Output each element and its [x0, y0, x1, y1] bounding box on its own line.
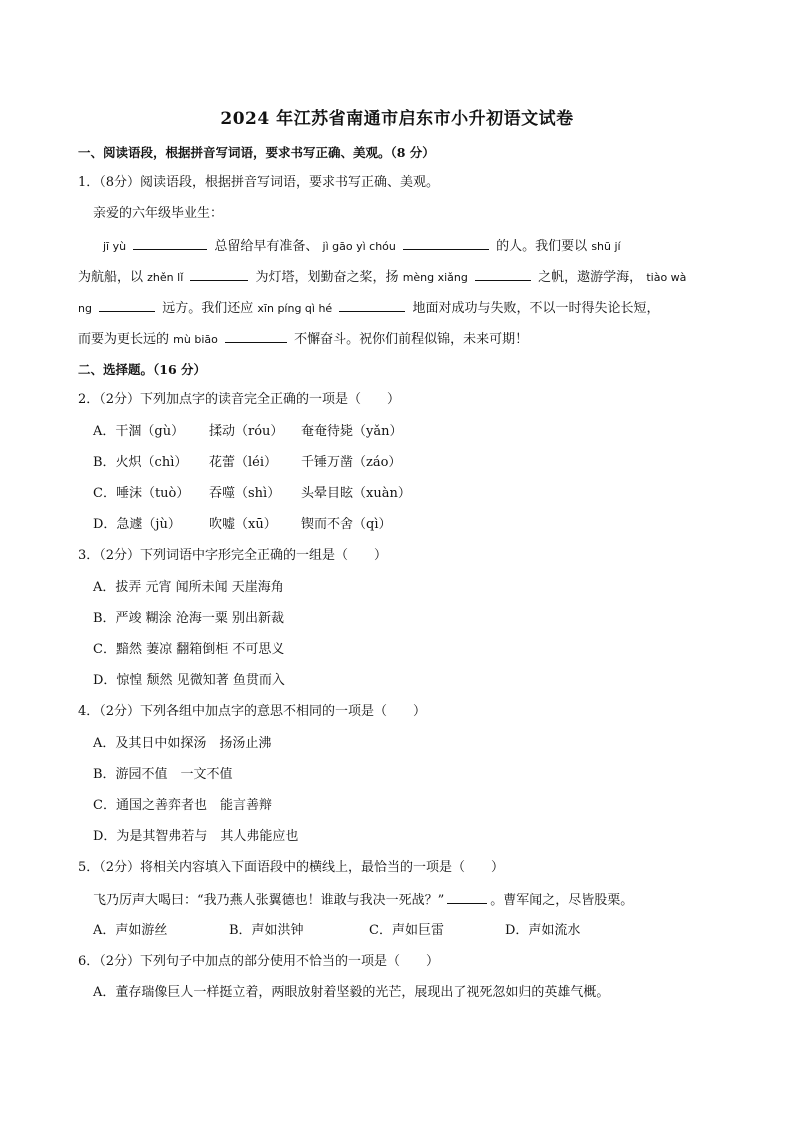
- answer-blank[interactable]: [339, 297, 405, 312]
- option-part: C．唾沫（tuò）: [93, 486, 190, 501]
- pinyin: zhěn lǐ: [147, 271, 184, 284]
- q1-salutation: 亲爱的六年级毕业生：: [93, 206, 224, 221]
- q5-option-b[interactable]: B．声如洪钟: [229, 923, 304, 938]
- answer-blank[interactable]: [190, 266, 248, 281]
- q5-option-a[interactable]: A．声如游丝: [93, 923, 168, 938]
- text: 总留给早有准备、: [214, 239, 319, 254]
- section-1-heading: 一、阅读语段，根据拼音写词语，要求书写正确、美观。（8 分）: [78, 145, 435, 160]
- text: 为灯塔，划勤奋之桨，扬: [255, 270, 399, 285]
- q1-line-1: [103, 235, 753, 255]
- option-part: 揉动（róu）: [209, 424, 284, 439]
- q1-stem: 1．（8分）阅读语段，根据拼音写词语，要求书写正确、美观。: [78, 175, 440, 190]
- option-part: 头晕目眩（xuàn）: [301, 486, 411, 501]
- text: 之帆，遨游学海，: [538, 270, 643, 285]
- option-part: A．干涸（gù）: [93, 424, 185, 439]
- q5-option-c[interactable]: C．声如巨雷: [369, 923, 444, 938]
- answer-blank[interactable]: [99, 297, 155, 312]
- q6-stem: 6．（2分）下列句子中加点的部分使用不恰当的一项是（ ）: [78, 954, 440, 969]
- q1-line-3: [78, 297, 728, 317]
- pinyin: jī yù: [103, 240, 127, 253]
- passage-text: 飞乃厉声大喝曰：“我乃燕人张翼德也！谁敢与我决一死战？”: [93, 893, 445, 908]
- q6-option-a[interactable]: A．董存瑞像巨人一样挺立着，两眼放射着坚毅的光芒，展现出了视死忽如归的英雄气概。: [93, 985, 610, 1000]
- answer-blank[interactable]: [403, 235, 489, 250]
- pinyin: ng: [78, 302, 92, 315]
- q2-stem: 2．（2分）下列加点字的读音完全正确的一项是（ ）: [78, 392, 401, 407]
- q2-option-d[interactable]: [93, 515, 743, 535]
- pinyin: mù biāo: [173, 333, 218, 346]
- q4-option-c[interactable]: C．通国之善弈者也 能言善辩: [93, 798, 272, 813]
- pinyin: shū jí: [591, 240, 621, 253]
- answer-blank[interactable]: [225, 328, 287, 343]
- q3-stem: 3．（2分）下列词语中字形完全正确的一组是（ ）: [78, 548, 388, 563]
- text: 不懈奋斗。祝你们前程似锦，未来可期！: [294, 332, 529, 347]
- option-part: D．急遽（jù）: [93, 517, 181, 532]
- q3-option-d[interactable]: D．惊惶 颓然 见微知著 鱼贯而入: [93, 673, 285, 688]
- text: 远方。我们还应: [162, 301, 254, 316]
- q2-option-a[interactable]: [93, 422, 743, 442]
- text: 地面对成功与失败，不以一时得失论长短，: [412, 301, 660, 316]
- q3-option-a[interactable]: A．拔弄 元宵 闻所未闻 天崖海角: [93, 580, 284, 595]
- q1-line-2: [78, 266, 728, 286]
- option-part: 花蕾（léi）: [209, 455, 278, 470]
- q4-stem: 4．（2分）下列各组中加点字的意思不相同的一项是（ ）: [78, 704, 427, 719]
- q2-option-c[interactable]: [93, 484, 743, 504]
- q3-option-b[interactable]: B．严竣 糊涂 沧海一粟 别出新裁: [93, 611, 284, 626]
- q4-option-d[interactable]: D．为是其智弗若与 其人弗能应也: [93, 829, 299, 844]
- section-2-heading: 二、选择题。（16 分）: [78, 362, 206, 377]
- q3-option-c[interactable]: C．黯然 萋凉 翻箱倒柜 不可思义: [93, 642, 285, 657]
- passage-text: 。曹军闻之，尽皆股栗。: [490, 893, 634, 908]
- pinyin: jì gāo yì chóu: [322, 240, 396, 253]
- option-part: B．火炽（chì）: [93, 455, 188, 470]
- q5-option-d[interactable]: D．声如流水: [505, 923, 581, 938]
- q2-option-b[interactable]: [93, 453, 743, 473]
- q4-option-a[interactable]: A．及其日中如探汤 扬汤止沸: [93, 736, 272, 751]
- text: 为航船，以: [78, 270, 144, 285]
- option-part: 吞噬（shì）: [209, 486, 281, 501]
- q4-option-b[interactable]: B．游园不值 一文不值: [93, 767, 233, 782]
- q5-passage: [93, 889, 743, 909]
- q5-stem: 5．（2分）将相关内容填入下面语段中的横线上，最恰当的一项是（ ）: [78, 860, 505, 875]
- q1-line-4: [78, 328, 728, 348]
- option-part: 千锤万凿（záo）: [301, 455, 402, 470]
- option-part: 奄奄待毙（yǎn）: [301, 424, 403, 439]
- pinyin: mèng xiǎng: [402, 271, 468, 284]
- answer-blank[interactable]: [475, 266, 531, 281]
- pinyin: xīn píng qì hé: [257, 302, 333, 315]
- pinyin: tiào wà: [646, 271, 687, 284]
- text: 而要为更长远的: [78, 332, 170, 347]
- q5-options: [93, 921, 743, 941]
- option-part: 锲而不舍（qì）: [301, 517, 392, 532]
- page-title: 2024 年江苏省南通市启东市小升初语文试卷: [220, 109, 574, 129]
- option-part: 吹嘘（xū）: [209, 517, 277, 532]
- answer-blank[interactable]: [447, 889, 487, 904]
- answer-blank[interactable]: [133, 235, 207, 250]
- text: 的人。我们要以: [496, 239, 588, 254]
